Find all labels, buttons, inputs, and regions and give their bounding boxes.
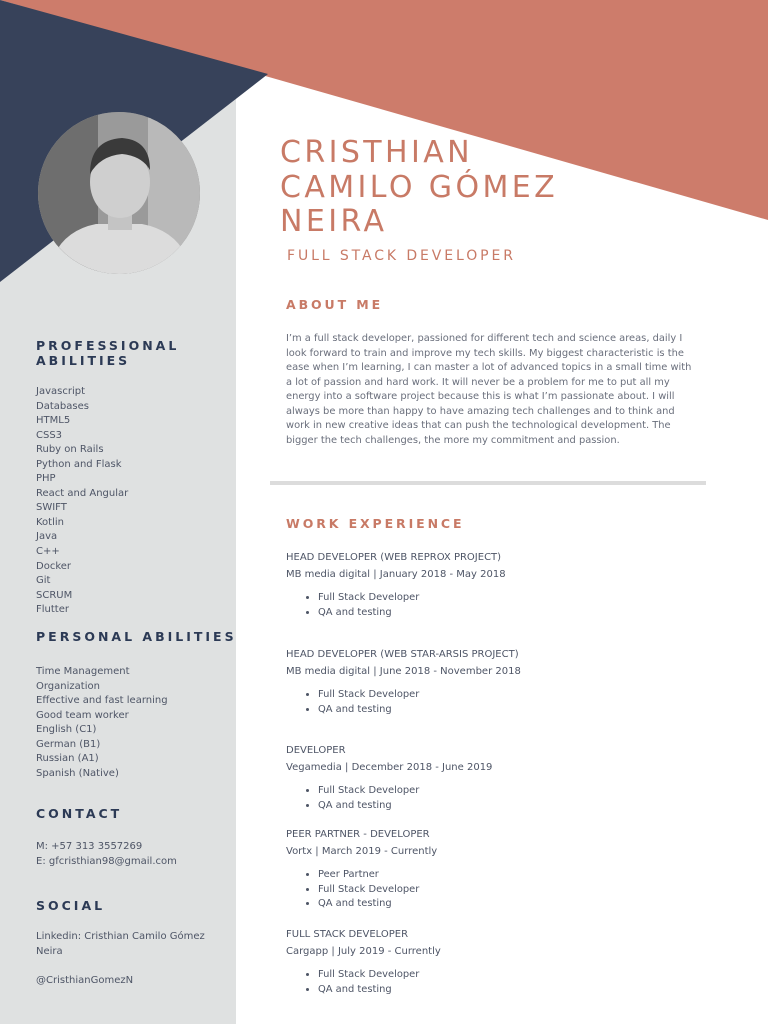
social-handle[interactable]: @CristhianGomezN (36, 975, 134, 986)
professional-abilities-list (36, 385, 128, 618)
bullet-item: • QA and testing (318, 606, 726, 621)
bullet-item: • Full Stack Developer (318, 784, 726, 799)
linkedin-link[interactable] (36, 930, 205, 959)
personal-abilities-list (36, 665, 168, 781)
work-experience-heading: WORK EXPERIENCE (286, 516, 465, 531)
job-bullets (286, 968, 726, 997)
job-bullets (286, 784, 726, 813)
linkedin-line: Linkedin: Cristhian Camilo Gómez (36, 931, 205, 942)
bullet-item: • Full Stack Developer (318, 591, 726, 606)
about-me-heading: ABOUT ME (286, 297, 384, 312)
list-item: PHP (36, 473, 56, 485)
list-item: Spanish (Native) (36, 767, 119, 779)
job-role: HEAD DEVELOPER (WEB REPROX PROJECT) (286, 552, 502, 563)
bullet-item: • Full Stack Developer (318, 688, 726, 703)
job-company-dates: MB media digital | January 2018 - May 2018 (286, 569, 506, 580)
profile-photo (38, 112, 200, 274)
job-bullets (286, 688, 726, 717)
job-entry (286, 744, 726, 813)
list-item: English (C1) (36, 724, 97, 736)
job-entry (286, 551, 726, 620)
phone-number: M: +57 313 3557269 (36, 841, 143, 852)
list-item: Kotlin (36, 516, 64, 528)
heading-line: PROFESSIONAL (36, 338, 180, 353)
name-line: NEIRA (280, 204, 388, 239)
job-entry (286, 828, 726, 912)
list-item: Python and Flask (36, 458, 122, 470)
list-item: Russian (A1) (36, 753, 99, 765)
job-role: DEVELOPER (286, 745, 346, 756)
list-item: Databases (36, 400, 89, 412)
bullet-item: • Full Stack Developer (318, 968, 726, 983)
about-me-text: I’m a full stack developer, passioned for different tech and science areas, daily I look forward to train and improve my tech skills. My biggest characteristic is the ease when I’m learning, I can master a lot of advanced topics in a small time with a lot of passion and hard work. It will never be a problem for me to put all my energy into a software project because this is what I’m passionate about. I will always be more than happy to have amazing tech challenges and to think and work in new creative ideas that can push the technological development. The bigger the tech challenges, the more my commitment and passion. (286, 333, 692, 446)
linkedin-line: Neira (36, 945, 63, 957)
job-company-dates: Cargapp | July 2019 - Currently (286, 946, 441, 957)
list-item: Organization (36, 680, 100, 692)
list-item: Java (36, 531, 58, 543)
job-entry (286, 928, 726, 997)
name-line: CRISTHIAN (280, 135, 473, 170)
name-line: CAMILO GÓMEZ (280, 169, 559, 205)
email-address[interactable]: E: gfcristhian98@gmail.com (36, 855, 177, 867)
professional-abilities-heading (36, 338, 179, 368)
job-company-dates: Vegamedia | December 2018 - June 2019 (286, 762, 493, 773)
heading-line: ABILITIES (36, 353, 131, 368)
section-divider (270, 481, 706, 485)
list-item: Flutter (36, 604, 69, 616)
list-item: Good team worker (36, 709, 129, 721)
bullet-item: • Peer Partner (318, 868, 726, 883)
bullet-item: • QA and testing (318, 897, 726, 912)
job-company-dates: MB media digital | June 2018 - November 2018 (286, 666, 521, 677)
contact-heading: CONTACT (36, 806, 123, 821)
list-item: Docker (36, 560, 72, 572)
list-item: SWIFT (36, 502, 67, 514)
bullet-item: • QA and testing (318, 799, 726, 814)
list-item: SCRUM (36, 589, 73, 601)
job-role: PEER PARTNER - DEVELOPER (286, 829, 430, 840)
list-item: CSS3 (36, 429, 63, 441)
job-title: FULL STACK DEVELOPER (287, 248, 516, 264)
job-role: FULL STACK DEVELOPER (286, 929, 409, 940)
list-item: C++ (36, 546, 60, 558)
job-bullets (286, 868, 726, 912)
social-heading: SOCIAL (36, 898, 106, 913)
list-item: HTML5 (36, 415, 71, 427)
list-item: German (B1) (36, 738, 101, 750)
candidate-name (280, 136, 750, 240)
contact-details (36, 840, 177, 869)
bullet-item: • QA and testing (318, 703, 726, 718)
job-bullets (286, 591, 726, 620)
list-item: Effective and fast learning (36, 695, 168, 707)
list-item: Git (36, 575, 51, 587)
bullet-item: • Full Stack Developer (318, 883, 726, 898)
job-company-dates: Vortx | March 2019 - Currently (286, 846, 438, 857)
bullet-item: • QA and testing (318, 983, 726, 998)
job-entry (286, 648, 726, 717)
list-item: Time Management (36, 666, 130, 677)
list-item: Ruby on Rails (36, 444, 104, 456)
job-role: HEAD DEVELOPER (WEB STAR-ARSIS PROJECT) (286, 649, 519, 660)
personal-abilities-heading: PERSONAL ABILITIES (36, 629, 237, 644)
list-item: Javascript (36, 386, 85, 397)
list-item: React and Angular (36, 487, 129, 499)
